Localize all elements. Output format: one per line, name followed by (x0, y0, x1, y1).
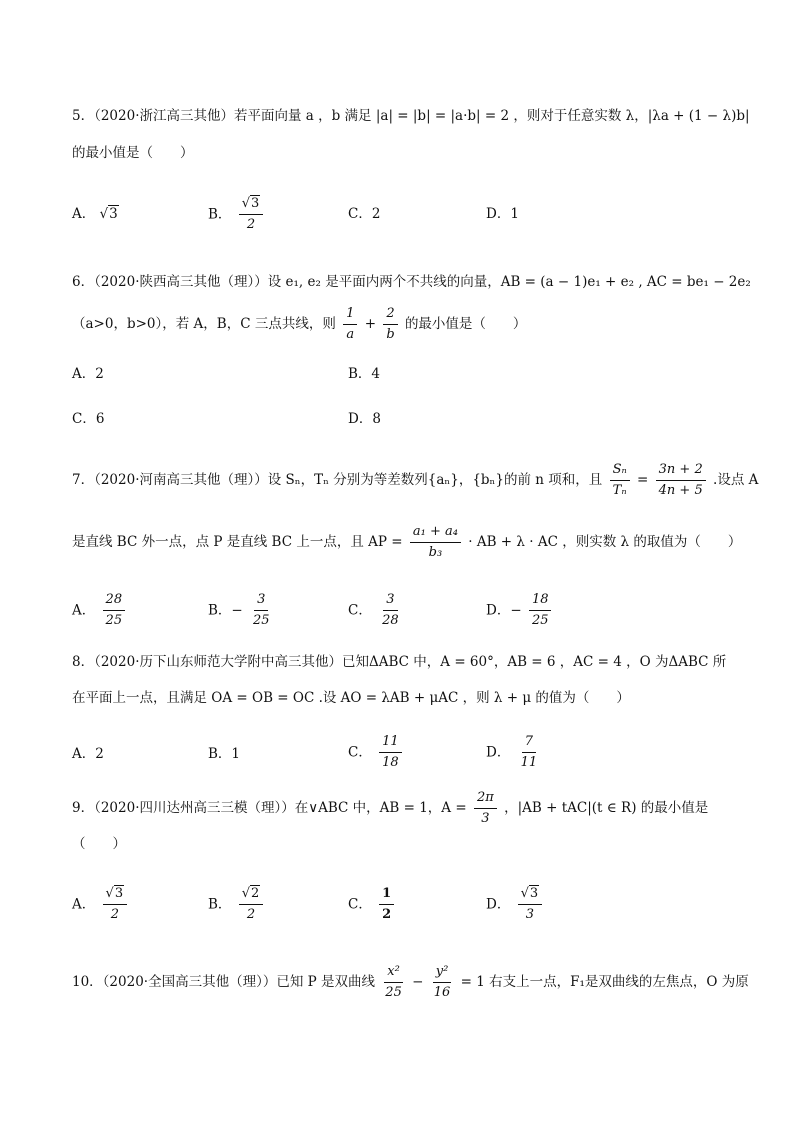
q10-minus: − (412, 974, 424, 990)
q7-option-c: C． $\frac{3}{28}$ (348, 592, 399, 628)
q7-eq: = (637, 472, 649, 488)
q8-option-b: B．1 (208, 746, 241, 762)
q7-line2-post: · AB + λ · AC ，则实数 λ 的取值为（ ） (468, 534, 742, 550)
q5-option-c: C．2 (348, 206, 381, 222)
q9-line1-pre: 9．（2020·四川达州高三三模（理））在∨ABC 中，AB = 1，A = (72, 800, 467, 816)
q6-frac2: $\frac{2}{b}$ (383, 306, 397, 343)
q7-line1-post: .设点 A (713, 472, 759, 488)
q10-line1-pre: 10．（2020·全国高三其他（理））已知 P 是双曲线 (72, 974, 375, 990)
q8-option-c: C． $\frac{11}{18}$ (348, 734, 405, 771)
q6-plus: + (364, 316, 377, 332)
q9-option-d: D． $\frac{√3}{3}$ (486, 886, 545, 923)
q6-line2-post: 的最小值是（ ） (404, 316, 527, 332)
q5-option-b-label: B． (208, 206, 232, 223)
q8-line2: 在平面上一点，且满足 OA = OB = OC .设 AO = λAB + μAC ，则 λ + μ 的值为（ ） (72, 690, 630, 706)
q7-line1 (72, 462, 758, 499)
q7-option-a: A． $\frac{28}{25}$ (72, 592, 128, 629)
q9-line1 (72, 790, 708, 827)
q7-option-d: D．− $\frac{18}{25}$ (486, 592, 554, 629)
q7-line1-pre: 7．（2020·河南高三其他（理））设 Sₙ，Tₙ 分别为等差数列{aₙ}，{bₙ}的前 n 项和，且 (72, 472, 603, 488)
q7-frac-coef: $\frac{\text{a₁ + a₄}}{\text{b₃}}$ (410, 524, 461, 561)
q9-frac-angle: $\frac{2\pi}{3}$ (474, 790, 497, 827)
q9-option-a: A． $\frac{√3}{2}$ (72, 886, 130, 923)
q5-option-b-fraction: $\frac{√3}{2}$ (239, 196, 264, 233)
q10-line1-post: = 1 右支上一点，F₁是双曲线的左焦点，O 为原 (460, 974, 749, 990)
q6-line2 (72, 306, 526, 343)
q5-option-a-value: √3 (99, 206, 118, 222)
q10-line1 (72, 964, 749, 1001)
q9-line1-post: ，|AB + tAC|(t ∈ R) 的最小值是 (504, 800, 709, 816)
q9-option-b: B． $\frac{√2}{2}$ (208, 886, 266, 923)
q8-option-d: D． $\frac{7}{11}$ (486, 734, 538, 770)
q9-option-c: C． $\frac{1}{2}$ (348, 886, 397, 923)
q5-option-b (208, 196, 266, 233)
q8-line1: 8．（2020·历下山东师范大学附中高三其他）已知ΔABC 中，A = 60°，AB = 6 ，AC = 4 ，O 为ΔABC 所 (72, 654, 727, 670)
q8-option-a: A．2 (72, 746, 104, 762)
q5-option-a-label: A． (72, 206, 96, 222)
q6-line1: 6．（2020·陕西高三其他（理））设 e₁, e₂ 是平面内两个不共线的向量，AB = (a − 1)e₁ + e₂ , AC = be₁ − 2e₂ (72, 274, 751, 290)
q7-frac-ratio: $\frac{3n + 2}{4n + 5}$ (656, 462, 706, 499)
q6-option-c: C．6 (72, 411, 105, 427)
q5-line2: 的最小值是（ ） (72, 145, 194, 161)
q7-option-b: B．− $\frac{3}{25}$ (208, 592, 270, 628)
q5-line1: 5．（2020·浙江高三其他）若平面向量 a ，b 满足 |a| = |b| = |a·b| = 2 ，则对于任意实数 λ，|λa + (1 − λ)b| (72, 108, 750, 124)
q6-line2-pre: （a>0，b>0），若 A，B，C 三点共线，则 (72, 316, 336, 332)
q10-frac-y: $\frac{\text{y²}}{16}$ (433, 964, 451, 1000)
q6-option-b: B．4 (348, 366, 381, 382)
q7-line2-pre: 是直线 BC 外一点，点 P 是直线 BC 上一点，且 AP = (72, 534, 403, 550)
q10-frac-x: $\frac{\text{x²}}{25}$ (385, 964, 402, 1000)
q5-option-d: D．1 (486, 206, 519, 222)
q7-line2 (72, 524, 741, 561)
q6-option-a: A．2 (72, 366, 104, 382)
q5-option-a (72, 204, 119, 224)
q7-frac-st: $\frac{\text{Sₙ}}{\text{Tₙ}}$ (610, 462, 630, 499)
q6-option-d: D．8 (348, 411, 381, 427)
q6-frac1: $\frac{1}{a}$ (343, 306, 357, 343)
q9-line2: （ ） (72, 836, 126, 852)
